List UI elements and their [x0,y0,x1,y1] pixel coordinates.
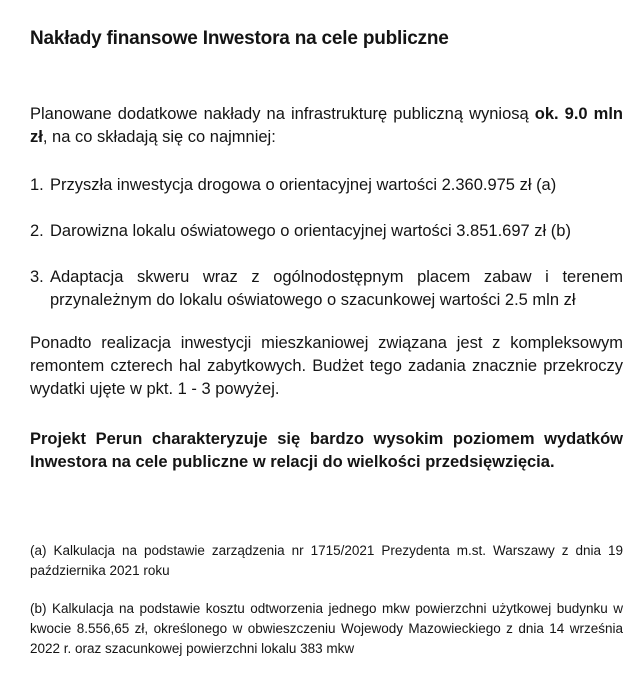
intro-paragraph [30,103,623,149]
list-item-3 [30,266,623,312]
list-item-1 [30,174,623,197]
intro-text-before: Planowane dodatkowe nakłady na infrastrukturę publiczną wyniosą [30,105,535,123]
intro-text-after: , na co składają się co najmniej: [42,128,276,146]
list-item-text: Przyszła inwestycja drogowa o orientacyjnej wartości 2.360.975 zł (a) [50,176,557,194]
list-item-text: Adaptacja skweru wraz z ogólnodostępnym placem zabaw i terenem przynależnym do lokalu oświatowego o szacunkowej wartości 2.5 mln zł [50,268,623,309]
list-item-number: 1. [30,176,44,194]
list-item-text: Darowizna lokalu oświatowego o orientacyjnej wartości 3.851.697 zł (b) [50,222,571,240]
list-item-number: 2. [30,222,44,240]
page-title: Nakłady finansowe Inwestora na cele publiczne [30,28,449,49]
footnote-a: (a) Kalkulacja na podstawie zarządzenia nr 1715/2021 Prezydenta m.st. Warszawy z dnia 19 października 2021 roku [30,543,623,578]
conclusion-paragraph: Projekt Perun charakteryzuje się bardzo wysokim poziomem wydatków Inwestora na cele publiczne w relacji do wielkości przedsięwzięcia. [30,430,623,471]
further-info-paragraph: Ponadto realizacja inwestycji mieszkaniowej związana jest z kompleksowym remontem czterech hal zabytkowych. Budżet tego zadania znacznie przekroczy wydatki ujęte w pkt. 1 - 3 powyżej. [30,334,623,398]
list-item-number: 3. [30,268,44,286]
footnote-b: (b) Kalkulacja na podstawie kosztu odtworzenia jednego mkw powierzchni użytkowej budynku w kwocie 8.556,65 zł, określonego w obwieszczeniu Wojewody Mazowieckiego z dnia 14 września 2022 r. oraz szacunkowej powierzchni lokalu 383 mkw [30,601,623,656]
list-item-2 [30,220,623,243]
intro-amount: ok. 9.0 mln zł [30,105,623,146]
